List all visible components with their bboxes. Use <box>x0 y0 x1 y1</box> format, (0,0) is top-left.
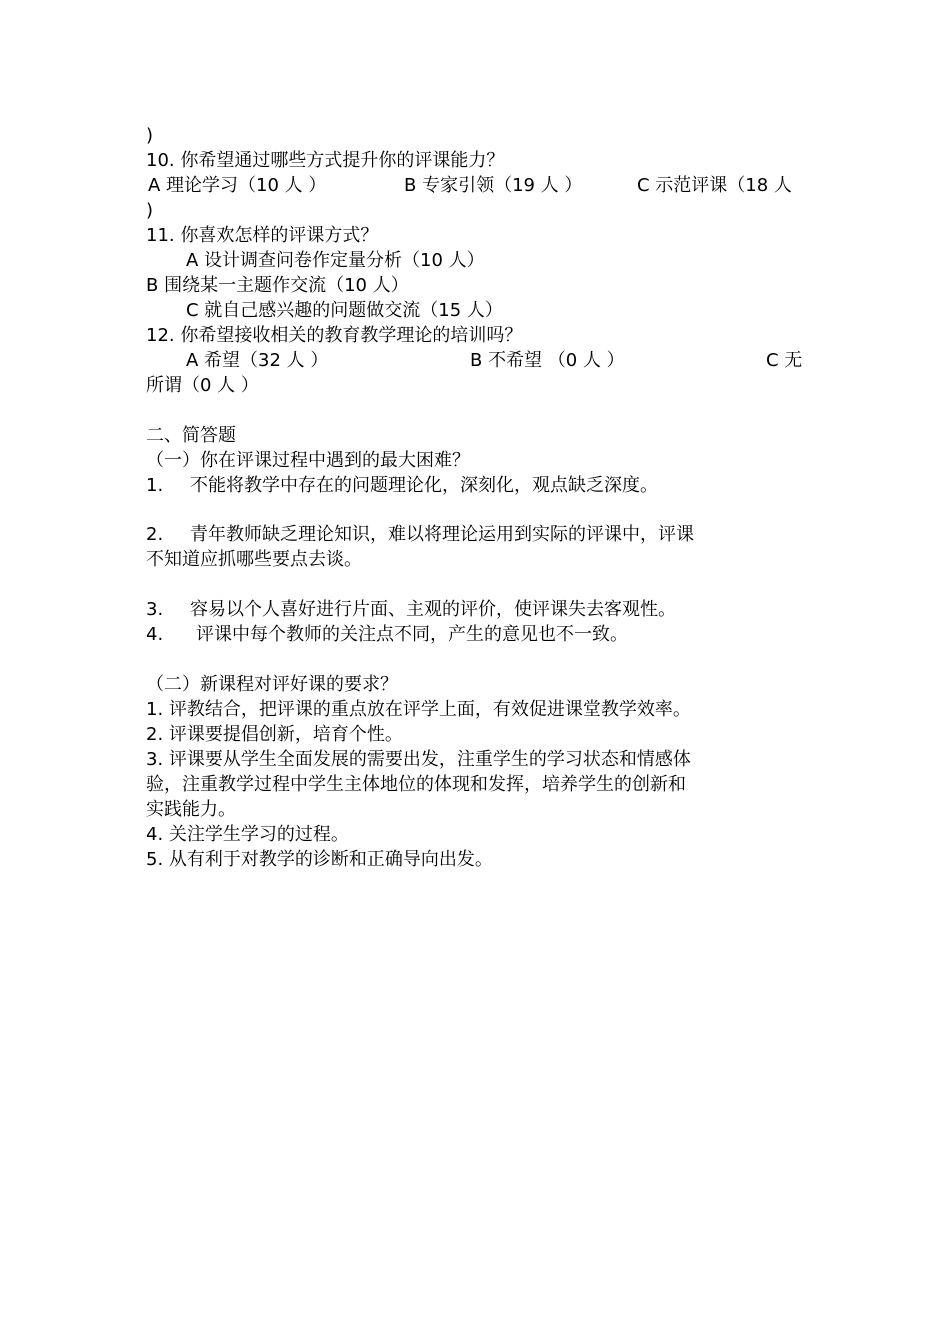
section-heading-short-answer: 二、简答题 <box>146 425 236 446</box>
difficulty-2-number: 2. <box>146 524 164 545</box>
q10-option-b: B 专家引领（19 人 ） <box>404 175 583 196</box>
question-11: 11. 你喜欢怎样的评课方式？ <box>146 225 379 246</box>
subsection-difficulties: （一）你在评课过程中遇到的最大困难？ <box>146 450 470 471</box>
q11-option-c: C 就自己感兴趣的问题做交流（15 人） <box>186 300 503 321</box>
q10-option-c: C 示范评课（18 人 <box>637 175 792 196</box>
difficulty-4-number: 4. <box>146 624 164 645</box>
subsection-requirements: （二）新课程对评好课的要求？ <box>146 674 398 695</box>
q12-option-b: B 不希望 （0 人 ） <box>470 350 625 371</box>
difficulty-2-text-line2: 不知道应抓哪些要点去谈。 <box>146 549 362 570</box>
q11-option-a: A 设计调查问卷作定量分析（10 人） <box>186 250 485 271</box>
requirement-1: 1. 评教结合，把评课的重点放在评学上面，有效促进课堂教学效率。 <box>146 699 691 720</box>
q10-close-paren: ) <box>146 200 154 221</box>
requirement-3-line3: 实践能力。 <box>146 799 236 820</box>
continuation-paren: ) <box>146 125 154 146</box>
difficulty-2-text-line1: 青年教师缺乏理论知识，难以将理论运用到实际的评课中，评课 <box>190 524 694 545</box>
requirement-5: 5. 从有利于对教学的诊断和正确导向出发。 <box>146 849 493 870</box>
requirement-3-line2: 验，注重教学过程中学生主体地位的体现和发挥，培养学生的创新和 <box>146 774 686 795</box>
difficulty-1-text: 不能将教学中存在的问题理论化，深刻化，观点缺乏深度。 <box>190 475 658 496</box>
question-10: 10. 你希望通过哪些方式提升你的评课能力？ <box>146 150 505 171</box>
requirement-2: 2. 评课要提倡创新，培育个性。 <box>146 724 403 745</box>
requirement-3-line1: 3. 评课要从学生全面发展的需要出发，注重学生的学习状态和情感体 <box>146 749 691 770</box>
q12-option-a: A 希望（32 人 ） <box>186 350 329 371</box>
q12-option-c: C 无 <box>766 350 803 371</box>
difficulty-3-number: 3. <box>146 599 164 620</box>
question-12: 12. 你希望接收相关的教育教学理论的培训吗？ <box>146 325 523 346</box>
difficulty-4-text: 评课中每个教师的关注点不同，产生的意见也不一致。 <box>196 624 628 645</box>
q12-option-c-cont: 所谓（0 人 ） <box>146 375 259 396</box>
difficulty-3-text: 容易以个人喜好进行片面、主观的评价，使评课失去客观性。 <box>190 599 676 620</box>
difficulty-1-number: 1. <box>146 475 164 496</box>
requirement-4: 4. 关注学生学习的过程。 <box>146 824 349 845</box>
q10-option-a: A 理论学习（10 人 ） <box>148 175 327 196</box>
q11-option-b: B 围绕某一主题作交流（10 人） <box>146 275 409 296</box>
